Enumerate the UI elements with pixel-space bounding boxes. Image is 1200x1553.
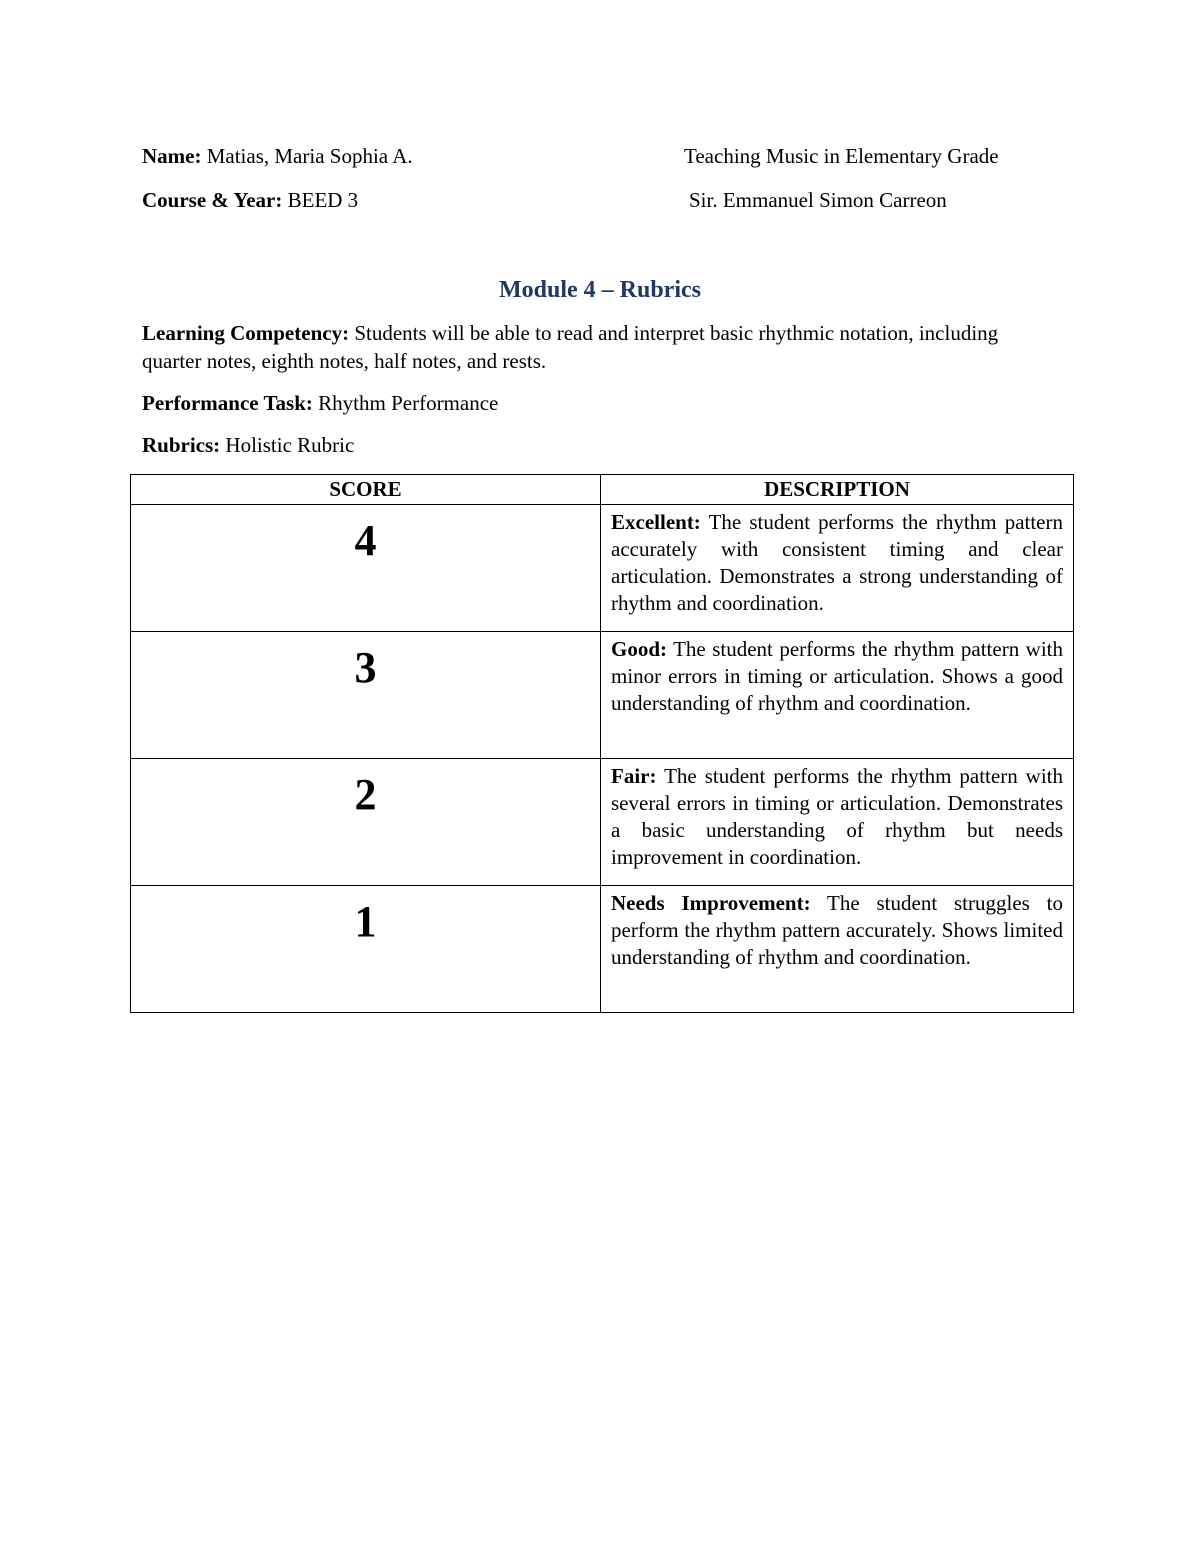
table-row	[131, 886, 1074, 1013]
score-cell: 2	[131, 759, 601, 886]
description-column-header: DESCRIPTION	[601, 475, 1074, 505]
performance-task	[142, 389, 1042, 417]
description-cell	[601, 632, 1074, 759]
description-cell	[601, 505, 1074, 632]
score-column-header: SCORE	[131, 475, 601, 505]
table-header-row	[131, 475, 1074, 505]
level-label: Fair:	[611, 764, 657, 788]
description-text: The student performs the rhythm pattern with several errors in timing or articulation. Demonstrates a basic understanding of rhythm but needs improvement in coordination.	[611, 764, 1064, 869]
rubric-type-label: Rubrics:	[142, 433, 221, 457]
rubric-table	[130, 474, 1074, 1013]
score-cell: 3	[131, 632, 601, 759]
subject-title: Teaching Music in Elementary Grade	[684, 144, 999, 168]
student-name	[142, 143, 413, 169]
competency-label: Learning Competency:	[142, 321, 350, 345]
table-row	[131, 632, 1074, 759]
table-row	[131, 505, 1074, 632]
description-text: The student performs the rhythm pattern with minor errors in timing or articulation. Shows a good understanding of rhythm and coordination.	[611, 637, 1063, 715]
description-cell	[601, 886, 1074, 1013]
score-cell: 4	[131, 505, 601, 632]
description-text: The student performs the rhythm pattern accurately with consistent timing and clear articulation. Demonstrates a strong understanding of rhythm and coordination.	[611, 510, 1063, 615]
instructor-name: Sir. Emmanuel Simon Carreon	[689, 188, 947, 212]
rubric-type	[142, 431, 1042, 459]
level-label: Good:	[611, 637, 668, 661]
table-row	[131, 759, 1074, 886]
task-label: Performance Task:	[142, 391, 313, 415]
rubric-type-text: Holistic Rubric	[225, 433, 355, 457]
level-label: Excellent:	[611, 510, 701, 534]
task-text: Rhythm Performance	[318, 391, 499, 415]
course-year	[142, 187, 358, 213]
description-cell	[601, 759, 1074, 886]
page-title: Module 4 – Rubrics	[498, 277, 701, 303]
description-text: The student struggles to perform the rhythm pattern accurately. Shows limited understanding of rhythm and coordination.	[611, 891, 1063, 969]
name-label: Name:	[142, 144, 202, 168]
course-value: BEED 3	[287, 188, 359, 212]
course-label: Course & Year:	[142, 188, 283, 212]
competency-text: Students will be able to read and interpret basic rhythmic notation, including quarter notes, eighth notes, half notes, and rests.	[142, 321, 999, 373]
level-label: Needs Improvement:	[611, 891, 811, 915]
score-cell: 1	[131, 886, 601, 1013]
learning-competency	[142, 319, 1042, 375]
name-value: Matias, Maria Sophia A.	[206, 144, 413, 168]
